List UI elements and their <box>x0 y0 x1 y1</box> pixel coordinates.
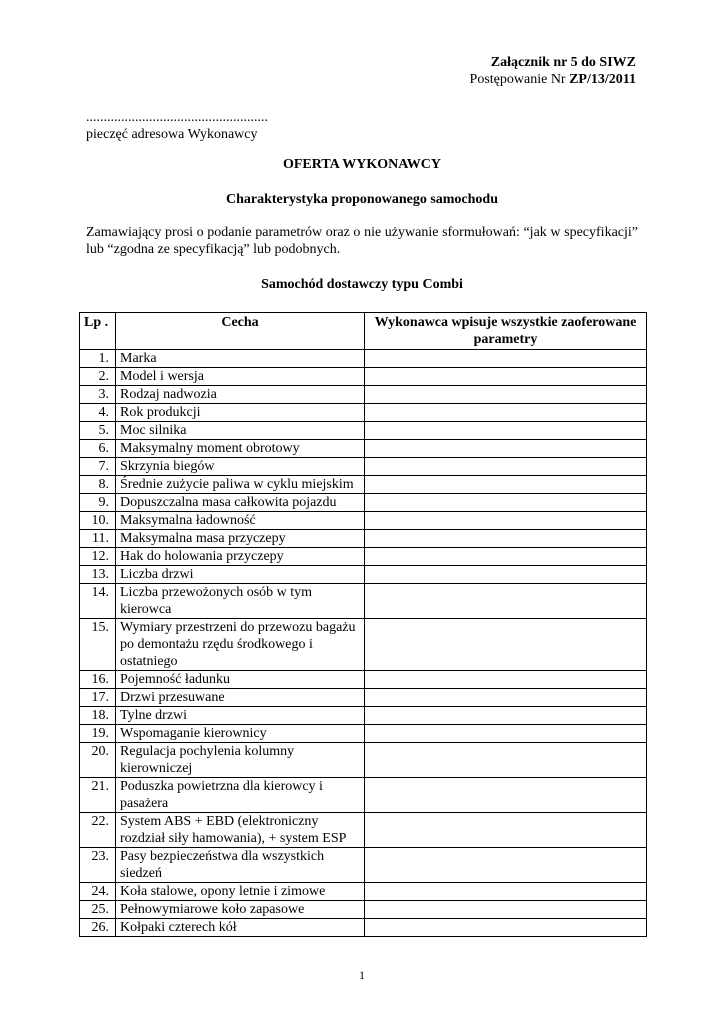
row-number: 26. <box>80 919 116 937</box>
header-lp: Lp . <box>80 313 116 350</box>
row-number: 18. <box>80 707 116 725</box>
proceeding-number <box>470 71 636 88</box>
row-feature: Hak do holowania przyczepy <box>116 548 365 566</box>
row-feature: Maksymalna masa przyczepy <box>116 530 365 548</box>
row-number: 23. <box>80 848 116 883</box>
table-row <box>80 476 647 494</box>
table-row <box>80 386 647 404</box>
document-header <box>470 54 636 88</box>
annex-label: Załącznik nr 5 do SIWZ <box>490 55 636 70</box>
row-number: 16. <box>80 671 116 689</box>
table-row <box>80 707 647 725</box>
row-feature: Rok produkcji <box>116 404 365 422</box>
row-value-cell[interactable] <box>365 548 647 566</box>
row-value-cell[interactable] <box>365 404 647 422</box>
row-feature: Pełnowymiarowe koło zapasowe <box>116 901 365 919</box>
table-row <box>80 848 647 883</box>
row-number: 10. <box>80 512 116 530</box>
table-row <box>80 689 647 707</box>
row-feature: Kołpaki czterech kół <box>116 919 365 937</box>
row-value-cell[interactable] <box>365 440 647 458</box>
table-row <box>80 584 647 619</box>
row-feature: Drzwi przesuwane <box>116 689 365 707</box>
row-value-cell[interactable] <box>365 883 647 901</box>
row-value-cell[interactable] <box>365 901 647 919</box>
table-row <box>80 671 647 689</box>
row-number: 9. <box>80 494 116 512</box>
proceeding-id: ZP/13/2011 <box>569 72 636 87</box>
row-number: 24. <box>80 883 116 901</box>
row-value-cell[interactable] <box>365 707 647 725</box>
row-feature: Model i wersja <box>116 368 365 386</box>
table-row <box>80 350 647 368</box>
row-value-cell[interactable] <box>365 689 647 707</box>
stamp-dots: .................................................... <box>86 110 268 125</box>
row-value-cell[interactable] <box>365 566 647 584</box>
row-value-cell[interactable] <box>365 813 647 848</box>
row-value-cell[interactable] <box>365 778 647 813</box>
table-row <box>80 725 647 743</box>
contractor-stamp <box>86 109 268 143</box>
row-feature: Rodzaj nadwozia <box>116 386 365 404</box>
row-value-cell[interactable] <box>365 458 647 476</box>
table-row <box>80 368 647 386</box>
row-number: 6. <box>80 440 116 458</box>
page-title: OFERTA WYKONAWCY <box>282 157 442 172</box>
row-feature: Wspomaganie kierownicy <box>116 725 365 743</box>
row-value-cell[interactable] <box>365 619 647 671</box>
row-number: 21. <box>80 778 116 813</box>
table-row <box>80 548 647 566</box>
row-number: 3. <box>80 386 116 404</box>
table-row <box>80 743 647 778</box>
table-row <box>80 458 647 476</box>
row-number: 5. <box>80 422 116 440</box>
row-feature: Poduszka powietrzna dla kierowcy i pasażera <box>116 778 365 813</box>
row-value-cell[interactable] <box>365 725 647 743</box>
row-feature: System ABS + EBD (elektroniczny rozdział siły hamowania), + system ESP <box>116 813 365 848</box>
row-value-cell[interactable] <box>365 368 647 386</box>
row-feature: Regulacja pochylenia kolumny kierowniczej <box>116 743 365 778</box>
row-feature: Skrzynia biegów <box>116 458 365 476</box>
row-number: 19. <box>80 725 116 743</box>
table-row <box>80 919 647 937</box>
row-value-cell[interactable] <box>365 512 647 530</box>
row-value-cell[interactable] <box>365 494 647 512</box>
row-feature: Pojemność ładunku <box>116 671 365 689</box>
row-feature: Tylne drzwi <box>116 707 365 725</box>
table-row <box>80 404 647 422</box>
proceeding-prefix: Postępowanie Nr <box>469 72 570 87</box>
row-feature: Marka <box>116 350 365 368</box>
row-value-cell[interactable] <box>365 584 647 619</box>
table-body <box>80 350 647 937</box>
table-row <box>80 883 647 901</box>
row-feature: Maksymalna ładowność <box>116 512 365 530</box>
table-row <box>80 512 647 530</box>
table-row <box>80 901 647 919</box>
row-feature: Dopuszczalna masa całkowita pojazdu <box>116 494 365 512</box>
table-row <box>80 440 647 458</box>
specification-table <box>79 312 647 937</box>
row-value-cell[interactable] <box>365 386 647 404</box>
row-value-cell[interactable] <box>365 671 647 689</box>
instruction-paragraph: Zamawiający prosi o podanie parametrów oraz o nie używanie sformułowań: “jak w specyfikacji” lub “zgodna ze specyfikacją” lub podobnych. <box>86 225 638 257</box>
row-feature: Pasy bezpieczeństwa dla wszystkich siedzeń <box>116 848 365 883</box>
row-number: 1. <box>80 350 116 368</box>
row-number: 14. <box>80 584 116 619</box>
table-row <box>80 494 647 512</box>
table-row <box>80 566 647 584</box>
row-value-cell[interactable] <box>365 350 647 368</box>
row-number: 12. <box>80 548 116 566</box>
table-row <box>80 422 647 440</box>
row-feature: Liczba przewożonych osób w tym kierowca <box>116 584 365 619</box>
row-value-cell[interactable] <box>365 743 647 778</box>
row-value-cell[interactable] <box>365 848 647 883</box>
row-feature: Moc silnika <box>116 422 365 440</box>
table-row <box>80 530 647 548</box>
page-number: 1 <box>359 968 365 982</box>
row-feature: Maksymalny moment obrotowy <box>116 440 365 458</box>
page-subtitle: Charakterystyka proponowanego samochodu <box>226 192 498 207</box>
row-feature: Średnie zużycie paliwa w cyklu miejskim <box>116 476 365 494</box>
table-row <box>80 813 647 848</box>
table-row <box>80 619 647 671</box>
table-header-row <box>80 313 647 350</box>
header-contractor: Wykonawca wpisuje wszystkie zaoferowane parametry <box>365 313 647 350</box>
row-feature: Koła stalowe, opony letnie i zimowe <box>116 883 365 901</box>
row-value-cell[interactable] <box>365 476 647 494</box>
row-feature: Wymiary przestrzeni do przewozu bagażu po demontażu rzędu środkowego i ostatniego <box>116 619 365 671</box>
row-number: 20. <box>80 743 116 778</box>
row-feature: Liczba drzwi <box>116 566 365 584</box>
row-number: 2. <box>80 368 116 386</box>
row-number: 8. <box>80 476 116 494</box>
row-value-cell[interactable] <box>365 422 647 440</box>
stamp-label: pieczęć adresowa Wykonawcy <box>86 127 258 142</box>
row-number: 13. <box>80 566 116 584</box>
row-number: 7. <box>80 458 116 476</box>
row-number: 17. <box>80 689 116 707</box>
row-value-cell[interactable] <box>365 530 647 548</box>
vehicle-heading: Samochód dostawczy typu Combi <box>261 277 463 292</box>
table-row <box>80 778 647 813</box>
row-number: 4. <box>80 404 116 422</box>
row-number: 11. <box>80 530 116 548</box>
row-number: 22. <box>80 813 116 848</box>
row-number: 15. <box>80 619 116 671</box>
row-number: 25. <box>80 901 116 919</box>
header-feature: Cecha <box>116 313 365 350</box>
row-value-cell[interactable] <box>365 919 647 937</box>
